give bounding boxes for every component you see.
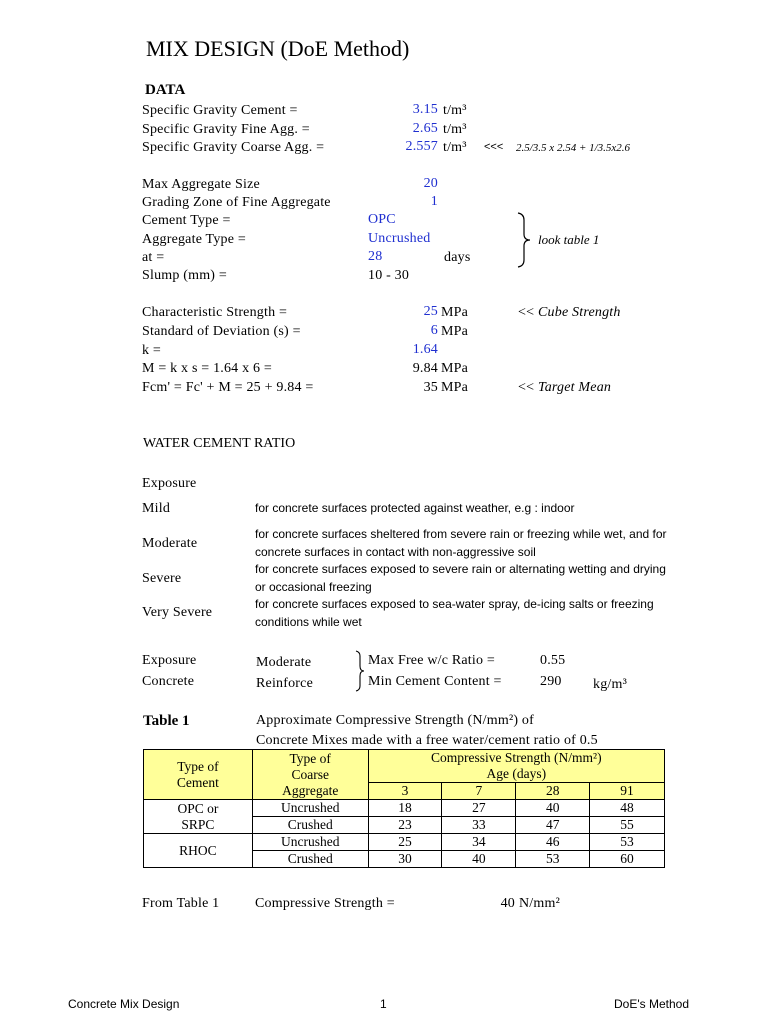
at-label: at = [142, 250, 165, 265]
max-agg-label: Max Aggregate Size [142, 177, 260, 192]
table-cell: 34 [442, 834, 516, 851]
table-cell: 27 [442, 800, 516, 817]
brace-icon [352, 650, 368, 692]
table1-label: Table 1 [143, 713, 190, 729]
table-cell: 25 [368, 834, 442, 851]
sg-coarse-note: 2.5/3.5 x 2.54 + 1/3.5x2.6 [516, 142, 631, 154]
char-strength-note: Cube Strength [538, 305, 621, 320]
char-strength-unit: MPa [441, 305, 469, 320]
table-cell: 30 [368, 851, 442, 868]
data-heading: DATA [145, 82, 186, 98]
wcr-heading: WATER CEMENT RATIO [143, 436, 296, 451]
m-unit: MPa [441, 361, 469, 376]
table1-caption-line2: Concrete Mixes made with a free water/cement ratio of 0.5 [256, 733, 598, 748]
header-age-28: 28 [516, 783, 590, 800]
table1 [143, 749, 665, 868]
table-cell: Uncrushed [252, 834, 368, 851]
header-age-91: 91 [590, 783, 665, 800]
header-type-cement-line1: Type of [177, 758, 219, 774]
m-value: 9.84 [412, 361, 438, 376]
header-type-coarse-line2: Coarse [291, 766, 329, 782]
sg-fine-value: 2.65 [412, 121, 438, 136]
header-type-coarse [252, 750, 368, 800]
exposure-severe-desc1: for concrete surfaces exposed to severe rain or alternating wetting and drying [255, 562, 666, 576]
grading-value: 1 [430, 194, 438, 209]
from-table-label: From Table 1 [142, 896, 220, 911]
exposure-severe-desc2: or occasional freezing [255, 580, 372, 594]
table-cell: 18 [368, 800, 442, 817]
cs-value: 40 [500, 896, 515, 911]
header-age-3: 3 [368, 783, 442, 800]
table-cell: Crushed [252, 817, 368, 834]
footer-left: Concrete Mix Design [68, 997, 180, 1011]
exposure-mild: Mild [142, 501, 171, 516]
footer-page-number: 1 [380, 997, 387, 1011]
sg-cement-unit: t/m³ [443, 103, 467, 118]
sg-coarse-label: Specific Gravity Coarse Agg. = [142, 140, 325, 155]
at-unit: days [444, 250, 471, 265]
table-cell: 40 [516, 800, 590, 817]
table-cell: 48 [590, 800, 665, 817]
fcm-unit: MPa [441, 380, 469, 395]
k-value: 1.64 [412, 342, 438, 357]
look-table-note: look table 1 [538, 232, 600, 247]
min-cement-value: 290 [540, 674, 562, 689]
table-cell: 46 [516, 834, 590, 851]
header-age-7: 7 [442, 783, 516, 800]
exposure-very-severe-desc1: for concrete surfaces exposed to sea-water spray, de-icing salts or freezing [255, 597, 654, 611]
page-title: MIX DESIGN (DoE Method) [146, 36, 410, 61]
sg-cement-value: 3.15 [412, 102, 438, 117]
exposure-moderate: Moderate [142, 536, 198, 551]
agg-type-label: Aggregate Type = [142, 232, 246, 247]
header-age: Age (days) [368, 766, 664, 783]
m-label: M = k x s = 1.64 x 6 = [142, 361, 272, 376]
cs-unit: N/mm² [519, 896, 560, 911]
sd-label: Standard of Deviation (s) = [142, 324, 301, 339]
exposure-very-severe-desc2: conditions while wet [255, 615, 362, 629]
table-cell: Crushed [252, 851, 368, 868]
table-cell: 53 [516, 851, 590, 868]
cement-group-opc-line2: SRPC [181, 816, 215, 832]
brace-icon [512, 212, 534, 268]
footer-right: DoE's Method [614, 997, 689, 1011]
table-cell: 33 [442, 817, 516, 834]
k-label: k = [142, 343, 161, 358]
concrete-value: Reinforce [256, 676, 313, 691]
exposure-severe: Severe [142, 571, 182, 586]
char-strength-value: 25 [423, 304, 438, 319]
header-type-coarse-line1: Type of [289, 750, 331, 766]
exposure-mild-desc: for concrete surfaces protected against weather, e.g : indoor [255, 501, 575, 515]
table-row [144, 834, 665, 851]
max-wc-label: Max Free w/c Ratio = [368, 653, 495, 668]
table-cell: 40 [442, 851, 516, 868]
cs-label: Compressive Strength = [255, 896, 395, 911]
exposure-label: Exposure [142, 653, 197, 668]
concrete-label: Concrete [142, 674, 195, 689]
max-wc-value: 0.55 [540, 653, 566, 668]
sd-value: 6 [430, 323, 438, 338]
cement-group-rhoc: RHOC [144, 834, 253, 868]
sg-coarse-value: 2.557 [405, 139, 438, 154]
header-type-cement-line2: Cement [176, 774, 219, 790]
slump-label: Slump (mm) = [142, 268, 227, 283]
sg-fine-label: Specific Gravity Fine Agg. = [142, 122, 310, 137]
at-value: 28 [368, 249, 383, 264]
grading-label: Grading Zone of Fine Aggregate [142, 195, 331, 210]
exposure-value: Moderate [256, 655, 312, 670]
fcm-arrows: << [518, 380, 535, 395]
sd-unit: MPa [441, 324, 469, 339]
header-type-cement [144, 750, 253, 800]
min-cement-unit: kg/m³ [593, 677, 627, 692]
header-type-coarse-line3: Aggregate [282, 782, 339, 798]
sg-cement-label: Specific Gravity Cement = [142, 103, 298, 118]
sg-fine-unit: t/m³ [443, 122, 467, 137]
exposure-moderate-desc2: concrete surfaces in contact with non-aggressive soil [255, 545, 536, 559]
exposure-moderate-desc1: for concrete surfaces sheltered from severe rain or freezing while wet, and for [255, 527, 667, 541]
sg-coarse-unit: t/m³ [443, 140, 467, 155]
slump-value: 10 - 30 [368, 268, 410, 283]
exposure-very-severe: Very Severe [142, 605, 213, 620]
fcm-note: Target Mean [538, 380, 612, 395]
max-agg-value: 20 [423, 176, 438, 191]
char-strength-label: Characteristic Strength = [142, 305, 288, 320]
cement-type-value: OPC [368, 212, 396, 227]
sg-coarse-arrows: <<< [484, 141, 504, 153]
table-cell: 23 [368, 817, 442, 834]
table-cell: 60 [590, 851, 665, 868]
fcm-value: 35 [423, 380, 438, 395]
header-comp-strength: Compressive Strength (N/mm²) [368, 750, 664, 767]
char-strength-arrows: << [518, 305, 535, 320]
agg-type-value: Uncrushed [368, 231, 431, 246]
table-row [144, 800, 665, 817]
exposure-heading: Exposure [142, 476, 197, 491]
table-cell: Uncrushed [252, 800, 368, 817]
fcm-label: Fcm' = Fc' + M = 25 + 9.84 = [142, 380, 314, 395]
table-cell: 53 [590, 834, 665, 851]
table1-caption-line1: Approximate Compressive Strength (N/mm²) of [256, 713, 534, 728]
cement-group-opc [144, 800, 253, 834]
cement-group-opc-line1: OPC or [177, 800, 219, 816]
cement-type-label: Cement Type = [142, 213, 231, 228]
table-cell: 47 [516, 817, 590, 834]
table-cell: 55 [590, 817, 665, 834]
min-cement-label: Min Cement Content = [368, 674, 502, 689]
